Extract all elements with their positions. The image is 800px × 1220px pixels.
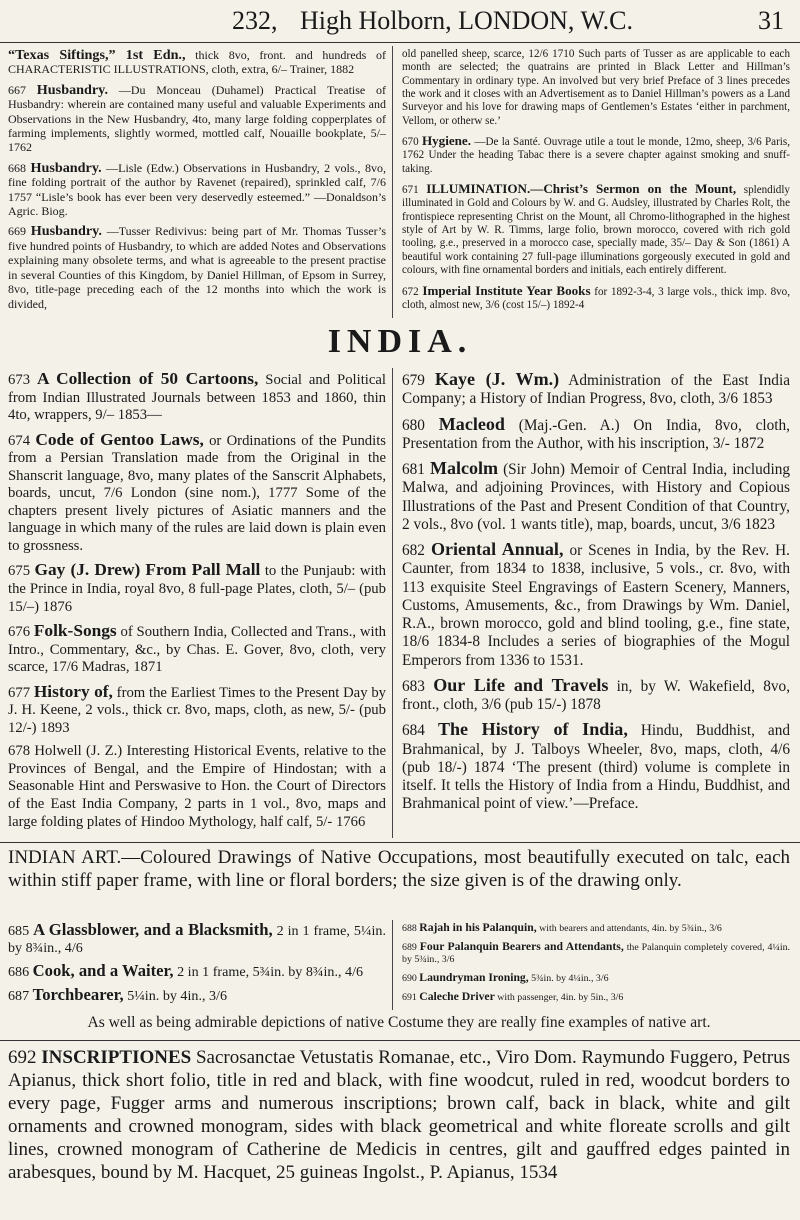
catalogue-entry (8, 161, 386, 219)
catalogue-entry (8, 743, 386, 831)
entry-number: 692 (8, 1047, 37, 1068)
header-rule (0, 42, 800, 43)
right-column-art (402, 922, 790, 1010)
art-footer-note (8, 1014, 790, 1033)
entry-title: Laundryman Ironing, (419, 970, 529, 984)
entry-title: “Texas Siftings,” 1st Edn., (8, 47, 186, 63)
entry-title: Code of Gentoo Laws, (35, 429, 204, 449)
entry-number: 685 (8, 923, 30, 939)
catalogue-entry (402, 972, 790, 985)
entry-title: The History of India, (437, 719, 628, 740)
entry-text: Holwell (J. Z.) Interesting Historical Events, relative to the Provinces of Bengal, and the Empire of Hindostan; with a Seasonable Hint and Perswasive to Hon. the Court of Directors of the East India Company, 2 parts in 1 vol., 8vo, maps and large folding plates of Hindoo Mythology, half calf, 5/- 1766 (8, 743, 386, 830)
entry-number: 682 (402, 542, 425, 559)
entry-text: to the Punjaub: with the Prince in India, royal 8vo, 8 full-page Plates, cloth, 5/– (pub 15/–) 1876 (8, 563, 387, 615)
entry-title: Torchbearer, (32, 984, 124, 1004)
catalogue-entry (402, 182, 790, 277)
catalogue-entry (402, 415, 790, 454)
entry-text: old panelled sheep, scarce, 12/6 1710 Such parts of Tusser as are applicable to each month are selected; the quatrains are printed in Black Letter and Hillman’s Commentary in ordinary type. An involved but very brief Preface of 3 lines precedes the work and it closes with an Advertisement as to Daniel Hillman’s powers as a Land Surveyor and his love for drawing maps of Gentlemen’s Estates ‘either in parchment, Vellom, or otherw se.’ (402, 48, 790, 127)
indian-art-heading-text: INDIAN ART.—Coloured Drawings of Native Occupations, most beautifully executed on talc, each within stiff paper frame, with line or floral borders; the size given is of the drawing only. (8, 847, 790, 891)
entry-number: 671 (402, 184, 419, 197)
entry-title: History of, (33, 681, 113, 701)
catalogue-entry (8, 561, 386, 616)
entry-text: the Palanquin completely covered, 4¼in. by 5¾in., 3/6 (402, 941, 790, 965)
entry-title: Rajah in his Palanquin, (419, 921, 537, 934)
entry-number: 688 (402, 923, 417, 934)
entry-number: 667 (8, 82, 26, 97)
entry-text: splendidly illuminated in Gold and Colours by W. and G. Audsley, illustrated by Charles Rolt, the frontispiece representing Christ on the Mount, all Chromo-lithographed in the highest style of Art by W. R. Timms, large folio, brown morocco, covered with rich gold tooling, g.e., preserved in a morocco case, specially made, 35/– Day & Son (1861) A beautiful work containing 27 full-page illuminations gorgeously executed in gold and colours, with fine ornamental borders and initials, each entirely different. (402, 184, 790, 277)
entry-text: with passenger, 4in. by 5in., 3/6 (497, 991, 624, 1003)
entry-text: Social and Political from Indian Illustrated Journals between 1853 and 1860, thin 4to, wrappers, 9/– 1853— (8, 372, 386, 424)
catalogue-entry (8, 431, 386, 556)
entry-text: 2 in 1 frame, 5¾in. by 8¾in., 4/6 (177, 963, 364, 980)
indian-art-heading (8, 846, 790, 892)
entry-text: (Sir John) Memoir of Central India, including Malwa, and adjoining Provinces, with History and Copious Illustrations of the Past and Present Condition of that Country, 2 vols., 8vo (vol. 1 wants title), map, boards, uncut, 3/6 1823 (402, 461, 790, 533)
entry-title: Husbandry. (36, 81, 109, 98)
entry-title: Kaye (J. Wm.) (434, 369, 560, 389)
catalogue-entry (402, 134, 790, 176)
entry-number: 691 (402, 991, 417, 1003)
catalogue-entry (8, 48, 386, 77)
final-rule (0, 1040, 800, 1041)
entry-title: Husbandry. (30, 159, 102, 176)
page-number: 232, (232, 6, 278, 35)
right-column-india (402, 370, 790, 820)
entry-text: or Scenes in India, by the Rev. H. Caunter, from 1834 to 1838, inclusive, 5 vols., cr. 8vo, with 113 exquisite Steel Engravings of Eastern Scenery, Manners, Customs, Amusements, &c., from Drawings by Wm. Daniel, R.A., brown morocco, gold and blind tooling, g.e., fine state, 18/6 1834-8 Includes a series of biographies of the Mogul Emperors from 1336 to 1531. (402, 542, 790, 669)
entry-title: Malcolm (429, 458, 499, 478)
catalogue-entry (402, 720, 790, 813)
entry-692 (8, 1046, 790, 1184)
entry-title: Macleod (438, 413, 505, 434)
entry-number: 672 (402, 285, 419, 298)
column-divider-top (392, 46, 393, 318)
entry-title: A Glassblower, and a Blacksmith, (33, 920, 273, 939)
entry-number: 678 (8, 743, 31, 760)
entry-number: 673 (8, 372, 31, 388)
entry-title: Four Palanquin Bearers and Attendants, (419, 939, 624, 953)
entry-text: Hindu, Buddhist, and Brahmanical, by J. Talboys Wheeler, 8vo, maps, cloth, 4/6 (pub 18/-) 1874 ‘The present (third) volume is complete in itself. It tells the History of India from a Hindu, Buddhist, and Brahmanical point of view.’—Preface. (402, 722, 791, 813)
entry-title: Caleche Driver (419, 989, 495, 1003)
entry-number: 686 (8, 963, 30, 980)
entry-number: 689 (402, 941, 417, 953)
entry-title: Folk-Songs (33, 621, 117, 641)
entry-number: 684 (402, 722, 425, 740)
entry-title: A Collection of 50 Cartoons, (36, 369, 259, 388)
catalogue-entry (402, 991, 790, 1004)
catalogue-entry (8, 922, 386, 957)
entry-number: 674 (8, 432, 31, 449)
entry-number: 679 (402, 372, 425, 389)
entry-number: 690 (402, 972, 417, 984)
catalogue-entry (402, 370, 790, 409)
entry-text: of Southern India, Collected and Trans., with Intro., Commentary, &c., by Chas. E. Gover, 8vo, cloth, very scarce, 17/6 Madras, 1871 (8, 624, 387, 676)
entry-number: 670 (402, 136, 419, 149)
entry-text: 2 in 1 frame, 5¼in. by 8¾in., 4/6 (8, 923, 386, 956)
catalogue-entry (402, 48, 790, 128)
catalogue-entry (402, 676, 790, 715)
entry-title: INSCRIPTIONES (41, 1047, 192, 1068)
right-column-top (402, 48, 790, 318)
entry-title: Our Life and Travels (433, 674, 609, 695)
art-footer-text: As well as being admirable depictions of native Costume they are really fine examples of native art. (87, 1014, 711, 1031)
entry-text: from the Earliest Times to the Present Day by J. H. Keene, 2 vols., thick cr. 8vo, maps, cloth, as new, 5/- (pub 12/-) 1893 (8, 684, 387, 736)
entry-text: —Lisle (Edw.) Observations in Husbandry, 2 vols., 8vo, fine folding portrait of the author by Ravenet (repaired), sprinkled calf, 7/6 1757 “Lisle’s book has ever been very deservedly esteemed.” —Donaldson’s Agric. Biog. (8, 160, 387, 219)
entry-number: 669 (8, 224, 26, 239)
catalogue-entry (8, 984, 386, 1005)
catalogue-entry (8, 683, 386, 738)
catalogue-entry (8, 83, 386, 155)
entry-number: 681 (402, 461, 425, 478)
entry-text: —De la Santé. Ouvrage utile a tout le monde, 12mo, sheep, 3/6 Paris, 1762 Under the heading Tabac there is a severe chapter against smoking and snuff-taking. (402, 136, 790, 175)
section-heading-india: INDIA. (327, 323, 473, 360)
entry-number: 677 (8, 684, 31, 701)
left-column-top (8, 48, 386, 317)
entry-text: or Ordinations of the Pundits from a Persian Translation made from the Original in the Shanscrit language, 8vo, many plates of the Sanscrit Alphabets, boards, uncut, 7/6 London (sine nom.), 1777 Some of the chapters present lively pictures of Asiatic manners and the language in which many of the rules are laid down is plain even to grossness. (8, 432, 387, 554)
entry-number: 680 (402, 416, 425, 434)
catalogue-entry (8, 960, 386, 981)
entry-text: with bearers and attendants, 4in. by 5¾in., 3/6 (539, 923, 722, 934)
entry-title: Cook, and a Waiter, (32, 960, 174, 980)
catalogue-entry (402, 459, 790, 534)
column-divider-india (392, 368, 393, 838)
entry-title: Hygiene. (421, 133, 472, 149)
entry-text: 5¾in. by 4¼in., 3/6 (531, 972, 609, 984)
entry-title: Husbandry. (30, 223, 102, 240)
entry-text: 5¼in. by 4in., 3/6 (127, 987, 228, 1004)
entry-text: Administration of the East India Company; a History of Indian Progress, 8vo, cloth, 3/6 1853 (402, 372, 790, 408)
entry-number: 668 (8, 160, 26, 175)
entry-text: —Tusser Redivivus: being part of Mr. Thomas Tusser’s five hundred points of Husbandry, to which are added Notes and Observations explaining many obsolete terms, and what is agreeable to the present practise in several Counties of this Kingdom, by Daniel Hillman, of Epsom in Surrey, 8vo, title-page preceding each of the 12 months into which the work is divided, (8, 224, 387, 311)
catalogue-entry (8, 224, 386, 310)
entry-title: Gay (J. Drew) From Pall Mall (34, 560, 261, 580)
entry-number: 676 (8, 624, 31, 641)
catalogue-entry (402, 540, 790, 670)
left-column-art (8, 922, 386, 1010)
entry-text: for 1892-3-4, 3 large vols., thick imp. 8vo, cloth, almost new, 3/6 (cost 15/–) 1892-4 (402, 285, 790, 311)
art-rule (0, 842, 800, 843)
entry-text: thick 8vo, front. and hundreds of CHARACTERISTIC ILLUSTRATIONS, cloth, extra, 6/– Trainer, 1882 (8, 48, 386, 77)
entry-text: —Du Monceau (Duhamel) Practical Treatise of Husbandry: wherein are contained many useful and valuable Experiments and Observations in the New Husbandry, 4to, many large folding copperplates of farming implements, slightly wormed, mottled calf, Nouaille bookplate, 5/– 1762 (8, 82, 387, 155)
entry-title: Imperial Institute Year Books (422, 282, 591, 298)
catalogue-entry (8, 622, 386, 677)
entry-text: Sacrosanctae Vetustatis Romanae, etc., Viro Dom. Raymundo Fuggero, Petrus Apianus, thick short folio, title in red and black, with fine woodcut, ruled in red, woodcut borders to every page, Fugger arms and numerous inscriptions; brown calf, back in black, white and gilt ornaments and crowned monogram, sides with black geometrical and white floreate scrolls and gilt lines, crowned monogram of Catherine de Medicis in centres, gilt and gauffred edges painted in arabesques, bound by M. Hacquet, 25 guineas Ingolst., P. Apianus, 1534 (8, 1047, 790, 1183)
entry-title: Oriental Annual, (430, 539, 564, 559)
column-divider-art (392, 920, 393, 1010)
catalogue-entry (402, 941, 790, 966)
catalogue-entry (8, 370, 386, 425)
entry-number: 683 (402, 677, 425, 695)
entry-text: (Maj.-Gen. A.) On India, 8vo, cloth, Presentation from the Author, with his inscription, 3/- 1872 (402, 416, 790, 452)
right-folio: 31 (758, 6, 784, 35)
entry-number: 675 (8, 563, 31, 580)
catalogue-entry (402, 922, 790, 935)
left-column-india (8, 370, 386, 837)
entry-title: ILLUMINATION.—Christ’s Sermon on the Mount, (426, 181, 737, 197)
entry-number: 687 (8, 987, 30, 1004)
page-header (0, 4, 800, 38)
running-title: High Holborn, LONDON, W.C. (300, 6, 633, 35)
catalogue-entry (402, 284, 790, 313)
entry-text: in, by W. Wakefield, 8vo, front., cloth, 3/6 (pub 15/-) 1878 (402, 677, 791, 713)
